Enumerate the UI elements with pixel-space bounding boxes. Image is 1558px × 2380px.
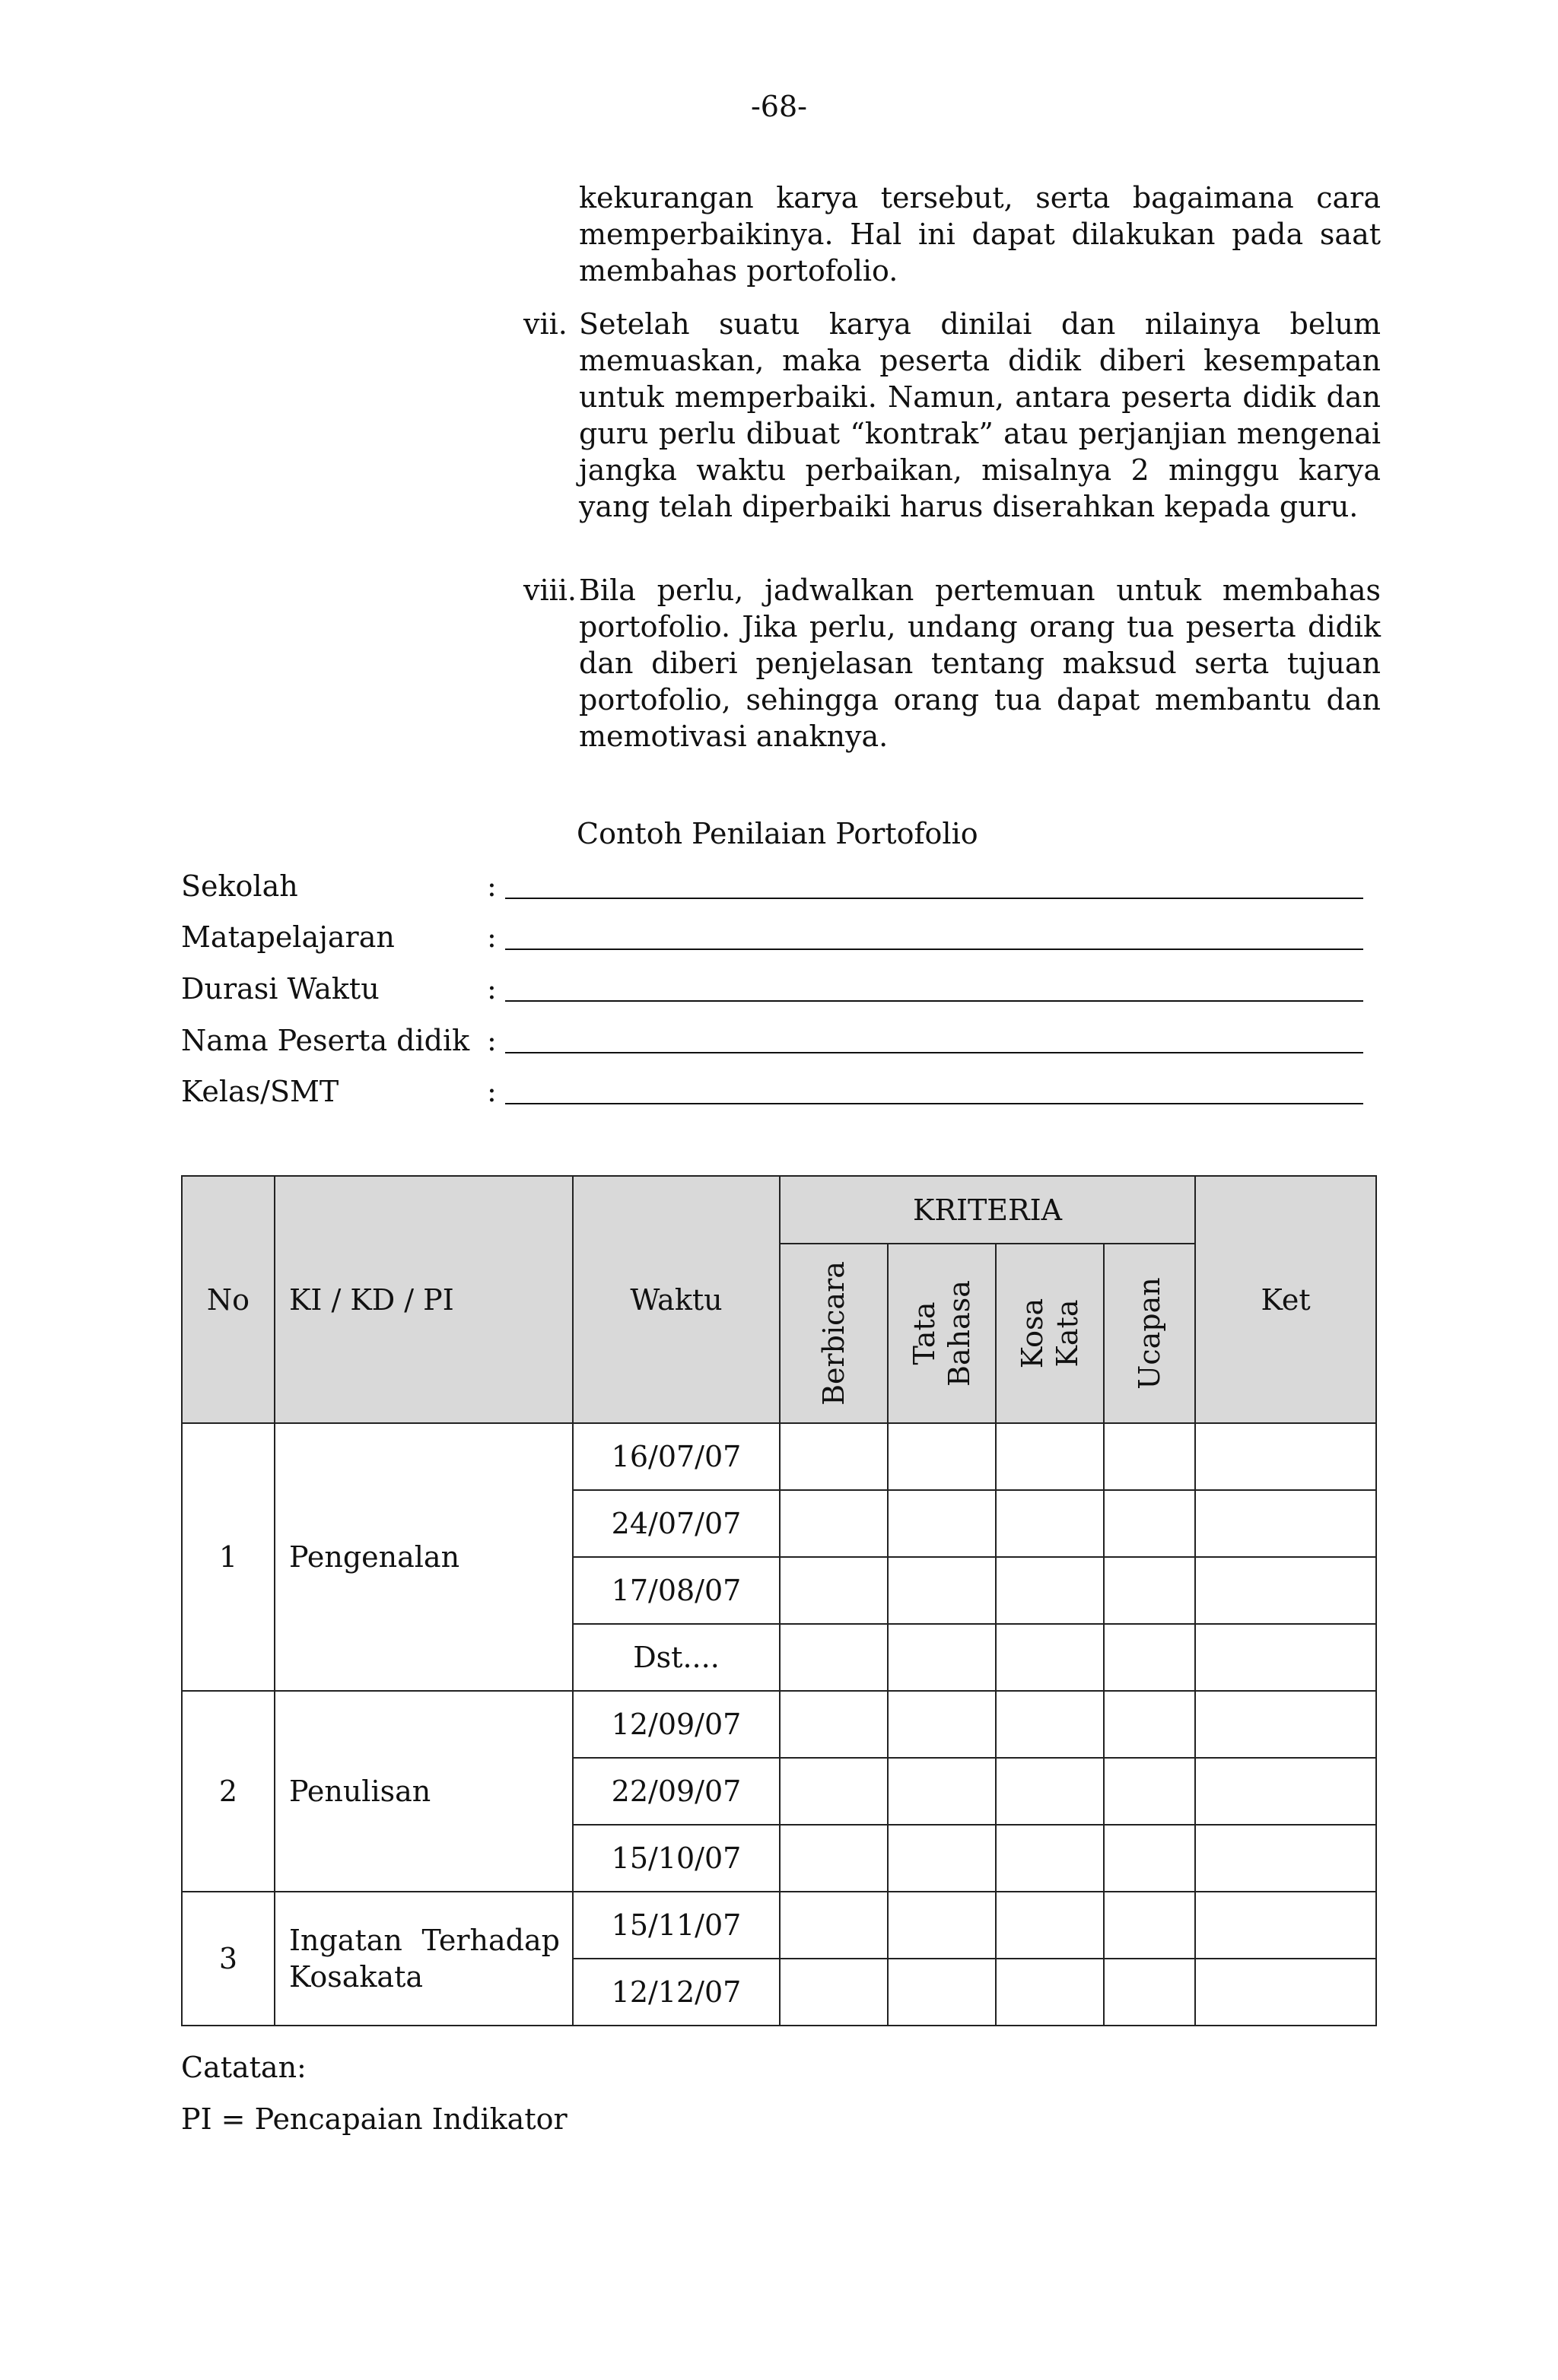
row-date: Dst.... [573,1624,780,1691]
score-cell[interactable] [780,1624,888,1691]
score-cell[interactable] [888,1758,996,1825]
score-cell[interactable] [1104,1557,1195,1624]
score-cell[interactable] [780,1825,888,1892]
score-cell[interactable] [1104,1758,1195,1825]
score-cell[interactable] [888,1959,996,2026]
score-cell[interactable] [996,1691,1104,1758]
header-ket: Ket [1195,1176,1376,1423]
header-ki-kd-pi: KI / KD / PI [275,1176,573,1423]
score-cell[interactable] [780,1892,888,1959]
score-cell[interactable] [1104,1691,1195,1758]
row-date: 12/12/07 [573,1959,780,2026]
list-marker: viii. [523,574,577,607]
header-kriteria-line: Kosa [1016,1298,1049,1369]
field-label: Nama Peserta didik [181,1024,470,1057]
page-number: -68- [750,90,808,123]
notes-title: Catatan: [181,2051,307,2084]
score-cell[interactable] [888,1892,996,1959]
table-row [182,1691,1376,1758]
row-activity [275,1892,573,2026]
ket-cell[interactable] [1195,1959,1376,2026]
field-blank-line[interactable] [505,898,1363,899]
field-kelas-smt[interactable] [181,1073,1368,1110]
row-number: 1 [182,1423,275,1691]
ket-cell[interactable] [1195,1423,1376,1490]
table-row [182,1423,1376,1490]
score-cell[interactable] [780,1423,888,1490]
header-kriteria-line: Kata [1051,1299,1084,1368]
score-cell[interactable] [888,1557,996,1624]
score-cell[interactable] [780,1490,888,1557]
table-caption: Contoh Penilaian Portofolio [577,817,978,850]
score-cell[interactable] [888,1423,996,1490]
score-cell[interactable] [996,1490,1104,1557]
score-cell[interactable] [996,1959,1104,2026]
field-blank-line[interactable] [505,1103,1363,1104]
score-cell[interactable] [888,1490,996,1557]
score-cell[interactable] [780,1758,888,1825]
header-kriteria-line: Tata [908,1301,941,1365]
header-kriteria-line: Berbicara [817,1261,851,1406]
score-cell[interactable] [780,1691,888,1758]
row-date: 15/10/07 [573,1825,780,1892]
score-cell[interactable] [1104,1490,1195,1557]
field-colon: : [487,972,497,1006]
ket-cell[interactable] [1195,1691,1376,1758]
field-matapelajaran[interactable] [181,919,1368,955]
field-label: Matapelajaran [181,920,395,954]
score-cell[interactable] [1104,1959,1195,2026]
row-date: 17/08/07 [573,1557,780,1624]
ket-cell[interactable] [1195,1892,1376,1959]
notes-pi-definition: PI = Pencapaian Indikator [181,2102,568,2136]
row-date: 22/09/07 [573,1758,780,1825]
header-kriteria-line: Bahasa [943,1280,976,1387]
score-cell[interactable] [996,1423,1104,1490]
header-kriteria-kosa-kata [996,1244,1104,1423]
ket-cell[interactable] [1195,1758,1376,1825]
table-row [182,1892,1376,1959]
score-cell[interactable] [1104,1825,1195,1892]
intro-paragraph: kekurangan karya tersebut, serta bagaimana cara memperbaikinya. Hal ini dapat dilakukan pada saat membahas portofolio. [579,181,1381,288]
field-durasi-waktu[interactable] [181,971,1368,1007]
list-item-text: Setelah suatu karya dinilai dan nilainya belum memuaskan, maka peserta didik diberi kesempatan untuk memperbaiki. Namun, antara peserta didik dan guru perlu dibuat “kontrak” atau perjanjian mengenai jangka waktu perbaikan, misalnya 2 minggu karya yang telah diperbaiki harus diserahkan kepada guru. [579,307,1381,523]
score-cell[interactable] [1104,1892,1195,1959]
list-item-viii [523,572,1381,755]
field-label: Kelas/SMT [181,1075,339,1108]
score-cell[interactable] [1104,1624,1195,1691]
field-label: Sekolah [181,869,298,903]
score-cell[interactable] [996,1557,1104,1624]
score-cell[interactable] [888,1691,996,1758]
score-cell[interactable] [996,1758,1104,1825]
score-cell[interactable] [888,1624,996,1691]
ket-cell[interactable] [1195,1825,1376,1892]
score-cell[interactable] [996,1624,1104,1691]
row-date: 24/07/07 [573,1490,780,1557]
field-blank-line[interactable] [505,949,1363,950]
ket-cell[interactable] [1195,1624,1376,1691]
row-activity: Penulisan [275,1691,573,1892]
score-cell[interactable] [1104,1423,1195,1490]
header-kriteria-berbicara [780,1244,888,1423]
field-blank-line[interactable] [505,1052,1363,1053]
ket-cell[interactable] [1195,1490,1376,1557]
header-kriteria: KRITERIA [780,1176,1195,1244]
field-colon: : [487,1075,497,1108]
row-activity-text: Ingatan Terhadap Kosakata [289,1924,560,1994]
header-kriteria-line: Ucapan [1133,1277,1167,1390]
field-label: Durasi Waktu [181,972,380,1006]
score-cell[interactable] [888,1825,996,1892]
ket-cell[interactable] [1195,1557,1376,1624]
score-cell[interactable] [996,1892,1104,1959]
row-number: 2 [182,1691,275,1892]
header-no: No [182,1176,275,1423]
field-sekolah[interactable] [181,868,1368,904]
header-kriteria-tata-bahasa [888,1244,996,1423]
score-cell[interactable] [780,1557,888,1624]
portfolio-table [181,1175,1377,2026]
score-cell[interactable] [996,1825,1104,1892]
score-cell[interactable] [780,1959,888,2026]
row-date: 16/07/07 [573,1423,780,1490]
field-colon: : [487,920,497,954]
row-date: 15/11/07 [573,1892,780,1959]
field-nama-peserta-didik[interactable] [181,1022,1368,1059]
list-item-vii [523,306,1381,525]
row-date: 12/09/07 [573,1691,780,1758]
field-colon: : [487,1024,497,1057]
field-colon: : [487,869,497,903]
row-activity: Pengenalan [275,1423,573,1691]
header-kriteria-ucapan [1104,1244,1195,1423]
list-item-text: Bila perlu, jadwalkan pertemuan untuk membahas portofolio. Jika perlu, undang orang tua peserta didik dan diberi penjelasan tentang maksud serta tujuan portofolio, sehingga orang tua dapat membantu dan memotivasi anaknya. [579,574,1381,753]
field-blank-line[interactable] [505,1000,1363,1002]
row-number: 3 [182,1892,275,2026]
list-marker: vii. [523,307,568,341]
header-waktu: Waktu [573,1176,780,1423]
